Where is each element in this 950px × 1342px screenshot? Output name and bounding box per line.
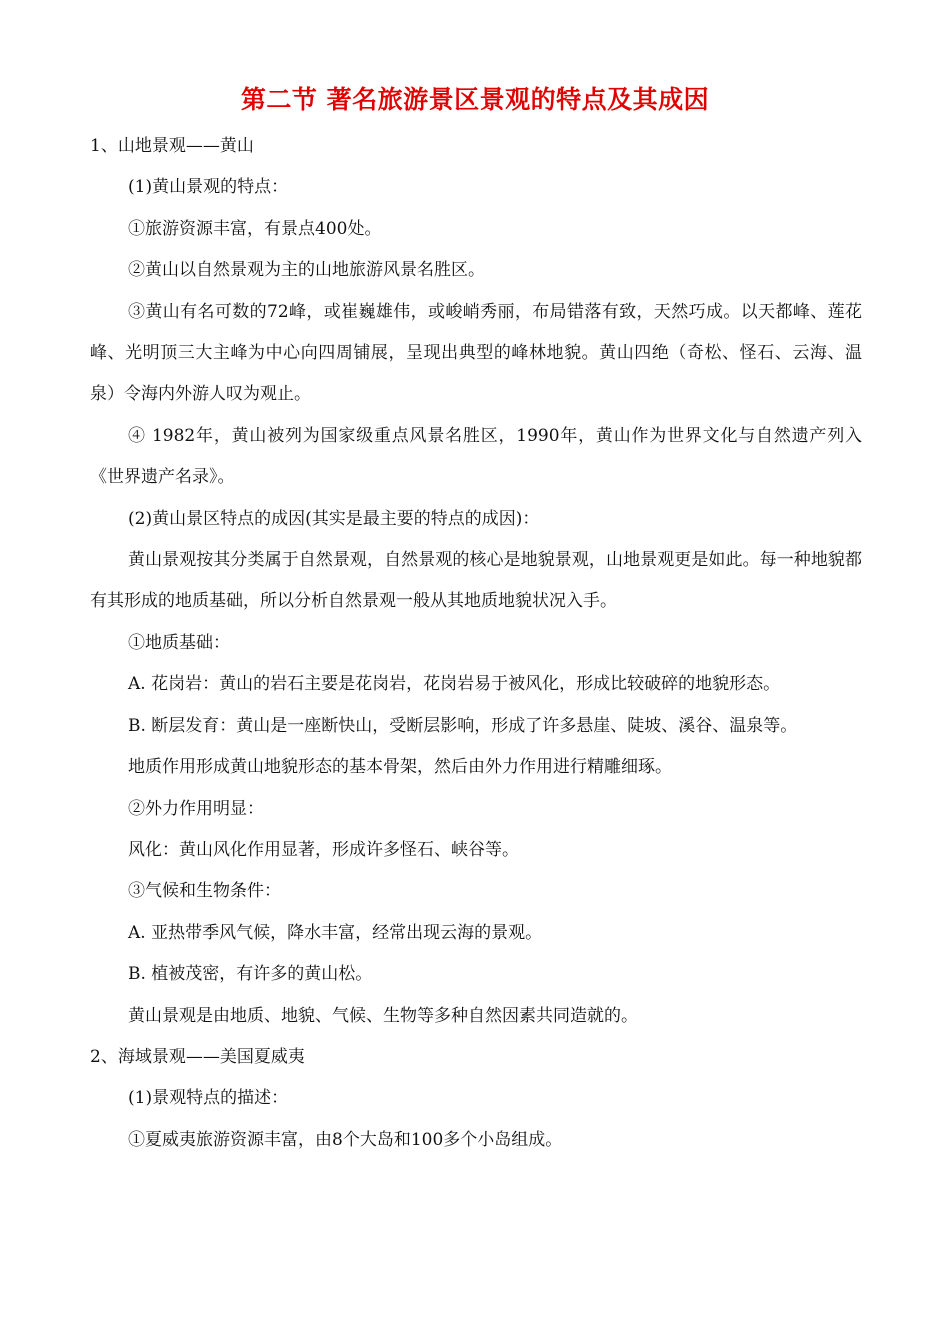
paragraph: ③黄山有名可数的72峰，或崔巍雄伟，或峻峭秀丽，布局错落有致，天然巧成。以天都峰、莲花峰、光明顶三大主峰为中心向四周铺展，呈现出典型的峰林地貌。黄山四绝（奇松、怪石、云海、温泉）令海内外游人叹为观止。 xyxy=(90,301,862,405)
paragraph: B. 断层发育：黄山是一座断快山，受断层影响，形成了许多悬崖、陡坡、溪谷、温泉等。 xyxy=(128,715,798,736)
paragraph: ②外力作用明显： xyxy=(128,798,264,819)
paragraph: ①夏威夷旅游资源丰富，由8个大岛和100多个小岛组成。 xyxy=(128,1129,563,1150)
paragraph: ①旅游资源丰富，有景点400处。 xyxy=(128,218,382,239)
subheading-description: (1)景观特点的描述： xyxy=(128,1088,289,1109)
paragraph: ①地质基础： xyxy=(128,632,230,653)
paragraph: 黄山景观是由地质、地貌、气候、生物等多种自然因素共同造就的。 xyxy=(128,1005,638,1026)
paragraph: 黄山景观按其分类属于自然景观，自然景观的核心是地貌景观，山地景观更是如此。每一种地貌都有其形成的地质基础，所以分析自然景观一般从其地质地貌状况入手。 xyxy=(90,550,862,612)
paragraph: A. 亚热带季风气候，降水丰富，经常出现云海的景观。 xyxy=(128,922,543,943)
page-title: 第二节 著名旅游景区景观的特点及其成因 xyxy=(240,85,710,114)
heading-section-1: 1、山地景观——黄山 xyxy=(90,136,254,156)
paragraph: A. 花岗岩：黄山的岩石主要是花岗岩，花岗岩易于被风化，形成比较破碎的地貌形态。 xyxy=(128,674,781,695)
paragraph: 风化：黄山风化作用显著，形成许多怪石、峡谷等。 xyxy=(128,839,519,860)
paragraph: B. 植被茂密，有许多的黄山松。 xyxy=(128,964,373,985)
subheading-causes: (2)黄山景区特点的成因(其实是最主要的特点的成因)： xyxy=(128,508,540,529)
document-body xyxy=(90,126,862,1161)
paragraph: ④ 1982年，黄山被列为国家级重点风景名胜区，1990年，黄山作为世界文化与自然遗产列入《世界遗产名录》。 xyxy=(90,425,862,488)
paragraph: ②黄山以自然景观为主的山地旅游风景名胜区。 xyxy=(128,260,485,281)
paragraph: ③气候和生物条件： xyxy=(128,881,281,902)
heading-section-2: 2、海域景观——美国夏威夷 xyxy=(90,1046,305,1067)
paragraph: 地质作用形成黄山地貌形态的基本骨架，然后由外力作用进行精雕细琢。 xyxy=(128,757,672,778)
subheading-features: (1)黄山景观的特点： xyxy=(128,177,289,198)
